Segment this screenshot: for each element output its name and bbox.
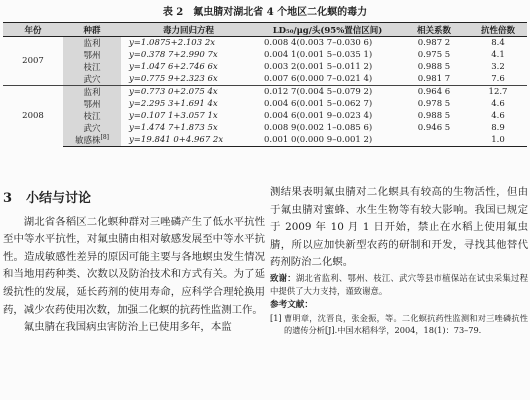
- header-correlation: 相关系数: [399, 23, 469, 37]
- ld50-cell: 0.003 2(0.001 5–0.011 2): [264, 62, 373, 72]
- correlation-cell: 0.946 5: [417, 123, 451, 133]
- ld50-cell: 0.008 4(0.003 7–0.030 6): [264, 38, 373, 48]
- section-heading: [3, 190, 265, 208]
- paragraph: 测结果表明氟虫腈对二化螟具有较高的生物活性，但由于氟虫腈对蜜蜂、水生生物等有较大影响。我国已规定于 2009 年 10 月 1 日开始，禁止在水稻上使用氟虫腈，所以应加快新型农药的研制和开发，寻找其他替代药剂防治二化螟。: [270, 186, 528, 269]
- sensitive-citation: [8]: [100, 134, 109, 142]
- ld50-cell: 0.004 6(0.001 5–0.062 7): [264, 99, 373, 109]
- population-cell: 武穴: [63, 73, 121, 86]
- header-equation: 毒力回归方程: [121, 23, 256, 37]
- table-row: [3, 98, 527, 110]
- header-resistance: 抗性倍数: [469, 23, 527, 37]
- correlation-cell: 0.987 2: [417, 38, 451, 48]
- correlation-cell: 0.981 7: [417, 74, 451, 84]
- resistance-cell: 1.0: [469, 134, 527, 147]
- reference-item: [270, 312, 528, 337]
- ld50-cell: 0.004 6(0.001 9–0.023 4): [264, 111, 373, 121]
- equation-cell: y=0.378 7+2.990 7x: [129, 50, 218, 60]
- ack-text: 湖北省监利、鄂州、枝江、武穴等县市植保站在试虫采集过程中提供了大力支持，谨致谢意。: [270, 272, 529, 296]
- table-row: [3, 61, 527, 73]
- resistance-cell: 12.7: [469, 86, 527, 99]
- resistance-cell: 4.6: [491, 99, 505, 109]
- table-row: [3, 49, 527, 61]
- table-header-row: [3, 23, 527, 37]
- ld50-cell: 0.004 1(0.001 5–0.035 1): [264, 50, 373, 60]
- table-row: [3, 122, 527, 134]
- sensitive-label: 敏感株: [74, 136, 101, 146]
- resistance-cell: 4.6: [491, 111, 505, 121]
- equation-cell: y=1.474 7+1.873 5x: [129, 123, 218, 133]
- table-row: [3, 73, 527, 86]
- section-number: 3: [3, 191, 13, 206]
- equation-cell: y=0.107 1+3.057 1x: [129, 111, 218, 121]
- resistance-cell: 7.6: [491, 74, 505, 84]
- year-cell: 2008: [3, 86, 63, 147]
- table-number: 表 2: [162, 7, 184, 18]
- table-caption: [0, 3, 530, 18]
- ld50-cell: 0.007 6(0.000 7–0.021 4): [264, 74, 373, 84]
- acknowledgement: [270, 272, 528, 298]
- population-cell: 鄂州: [63, 98, 121, 110]
- reference-text: 曹明章，沈晋良，张金振，等。二化螟抗药性监测和对三唑磷抗性的遗传分析[J].中国水稻科学，2004，18(1)：73–79.: [284, 312, 528, 336]
- table-title: 氟虫腈对湖北省 4 个地区二化螟的毒力: [193, 7, 368, 18]
- ack-label: 致谢：: [270, 272, 296, 283]
- equation-cell: y=2.295 3+1.691 4x: [129, 99, 218, 109]
- header-year: 年份: [3, 23, 63, 37]
- left-column: [3, 190, 265, 337]
- population-cell: 武穴: [63, 122, 121, 134]
- section-title: 小结与讨论: [26, 191, 92, 206]
- ld50-cell: 0.001 0(0.000 9–0.001 2): [256, 134, 399, 147]
- equation-cell: y=1.0875+2.103 2x: [129, 38, 216, 48]
- correlation-cell: 0.988 5: [417, 111, 451, 121]
- population-cell: 鄂州: [63, 49, 121, 61]
- paragraph: 氟虫腈在我国病虫害防治上已使用多年，本监: [23, 321, 232, 334]
- year-cell: 2007: [3, 37, 63, 86]
- right-column: [270, 184, 528, 337]
- references-heading: 参考文献：: [270, 299, 313, 310]
- ld50-cell: 0.012 7(0.004 5–0.079 2): [256, 86, 399, 99]
- table-row-sensitive: [3, 134, 527, 147]
- correlation-cell: 0.975 5: [417, 50, 451, 60]
- table-row: [3, 86, 527, 99]
- paragraph: 湖北省各稻区二化螟种群对三唑磷产生了低水平抗性至中等水平抗性，对氟虫腈由相对敏感发展至中等水平抗性。造成敏感性差异的原因可能主要与各地螟虫发生情况和当地用药种类、次数以及防治技术和方式有关。为了延缓抗性的发展，延长药剂的使用寿命，应科学合理轮换用药，减少农药使用次数，加强二化螟的抗药性监测工作。: [3, 215, 265, 316]
- resistance-cell: 8.4: [491, 38, 505, 48]
- population-cell: 枝江: [63, 61, 121, 73]
- population-cell: [63, 134, 121, 147]
- resistance-cell: 3.2: [491, 62, 505, 72]
- population-cell: 枝江: [63, 110, 121, 122]
- header-ld50: LD₅₀/μg/头(95%置信区间): [256, 23, 399, 37]
- header-population: 种群: [63, 23, 121, 37]
- ld50-cell: 0.008 9(0.002 1–0.085 6): [264, 123, 373, 133]
- correlation-cell: 0.988 5: [417, 62, 451, 72]
- population-cell: 监利: [63, 86, 121, 99]
- table-row: [3, 37, 527, 50]
- equation-cell: y=0.775 9+2.323 6x: [129, 74, 218, 84]
- equation-cell: y=1.047 6+2.746 6x: [129, 62, 218, 72]
- toxicity-table: [3, 22, 527, 147]
- equation-cell: y=0.773 0+2.075 4x: [121, 86, 256, 99]
- resistance-cell: 4.1: [491, 50, 505, 60]
- correlation-cell: 0.964 6: [399, 86, 469, 99]
- correlation-cell: 0.978 5: [417, 99, 451, 109]
- table-row: [3, 110, 527, 122]
- resistance-cell: 8.9: [491, 123, 505, 133]
- correlation-cell: [399, 134, 469, 147]
- reference-number: [1]: [270, 312, 282, 323]
- population-cell: 监利: [63, 37, 121, 50]
- equation-cell: y=19.841 0+4.967 2x: [121, 134, 256, 147]
